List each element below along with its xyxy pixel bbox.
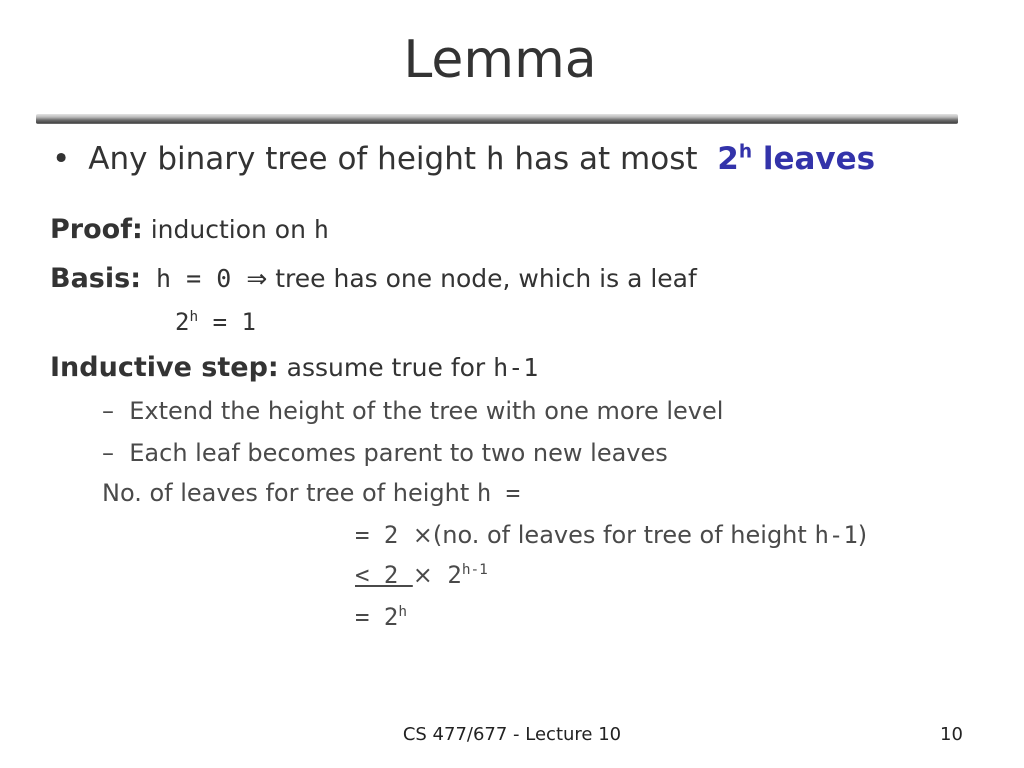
step-text: Extend the height of the tree with one more level xyxy=(129,397,724,425)
basis-equation xyxy=(175,308,256,336)
title-divider xyxy=(36,114,958,124)
proof-label: Proof: xyxy=(50,214,143,245)
proof-var: h xyxy=(313,215,329,244)
inductive-text: assume true for xyxy=(278,353,494,382)
bound-leaves: leaves xyxy=(752,141,876,177)
equation-1 xyxy=(355,521,867,549)
eq2-exp: h-1 xyxy=(461,562,488,578)
lemma-text-before: Any binary tree of height xyxy=(88,141,486,177)
eq1-part-b: (no. of leaves for tree of height xyxy=(432,521,815,549)
dash-icon: – xyxy=(102,397,114,425)
step-item xyxy=(102,439,668,467)
eq2-base: 2 xyxy=(432,561,462,589)
times-icon: × xyxy=(412,561,433,589)
step-item xyxy=(102,397,723,425)
eq1-part-a: = 2 xyxy=(355,521,413,549)
basis-eq-rest: = 1 xyxy=(198,308,256,336)
basis-eq-exp: h xyxy=(189,309,199,325)
basis-label: Basis: xyxy=(50,263,141,294)
count-text: No. of leaves for tree of height xyxy=(102,479,477,507)
dash-icon: – xyxy=(102,439,114,467)
lemma-text-middle: has at most xyxy=(504,141,708,177)
inductive-line xyxy=(50,352,538,383)
lemma-var-h: h xyxy=(485,141,505,177)
count-var: h = xyxy=(476,479,521,507)
eq2-part-a: < 2 xyxy=(355,561,413,589)
eq3-exp: h xyxy=(398,604,408,620)
equation-2 xyxy=(355,561,488,589)
proof-text: induction on xyxy=(142,215,314,244)
inductive-var: h-1 xyxy=(493,353,539,382)
basis-line xyxy=(50,263,697,294)
bound-base: 2 xyxy=(717,141,739,177)
eq3-part-a: = 2 xyxy=(355,603,399,631)
basis-expr: h = 0 xyxy=(141,264,247,293)
equation-3 xyxy=(355,603,407,631)
step-text: Each leaf becomes parent to two new leaves xyxy=(129,439,668,467)
lemma-bound xyxy=(717,141,875,177)
basis-eq-base: 2 xyxy=(175,308,190,336)
basis-arrow: ⇒ xyxy=(246,264,268,293)
eq1-var: h-1 xyxy=(814,521,858,549)
times-icon: × xyxy=(412,521,433,549)
bullet-icon: • xyxy=(52,141,71,177)
proof-line xyxy=(50,214,329,245)
slide-title: Lemma xyxy=(403,30,597,90)
eq1-part-c: ) xyxy=(857,521,868,549)
footer-course: CS 477/677 - Lecture 10 xyxy=(402,724,622,745)
basis-text: tree has one node, which is a leaf xyxy=(267,264,697,293)
bound-exponent: h xyxy=(738,141,753,163)
lemma-statement xyxy=(52,141,875,177)
footer-page-number: 10 xyxy=(940,724,963,745)
inductive-label: Inductive step: xyxy=(50,352,279,383)
count-line xyxy=(102,479,520,507)
